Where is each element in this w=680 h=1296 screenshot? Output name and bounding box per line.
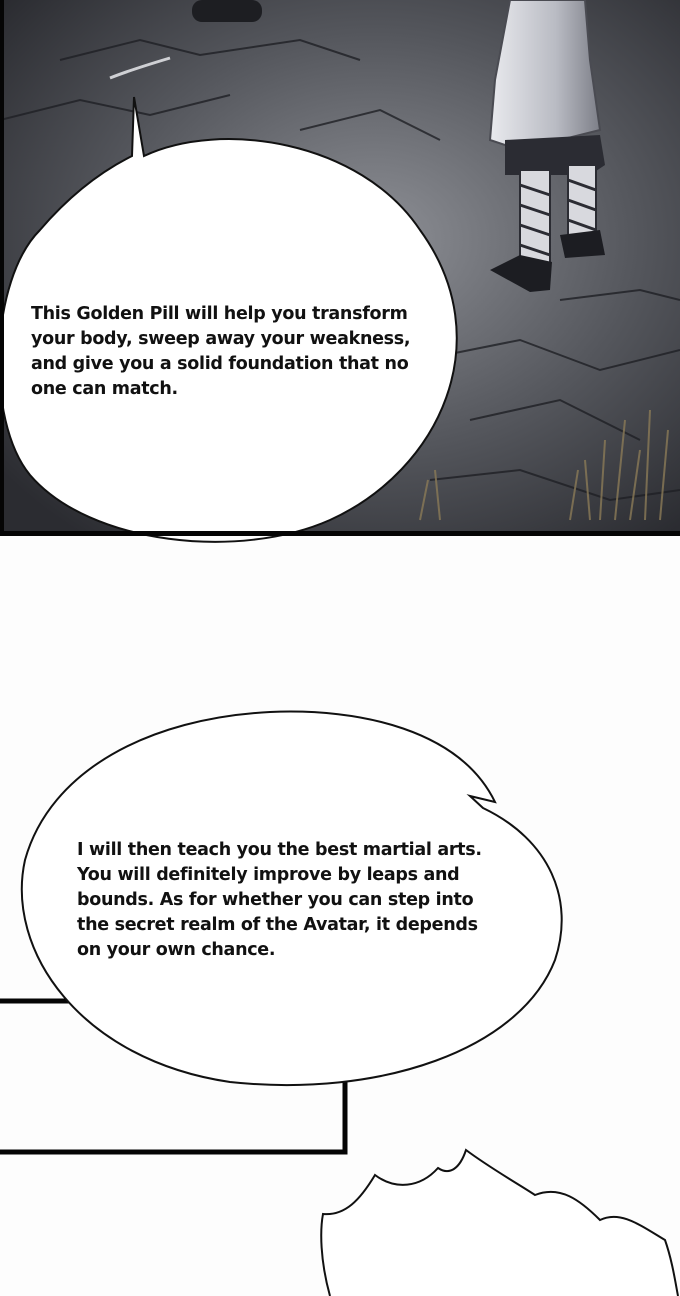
dialogue-line: You will definitely improve by leaps and (77, 865, 460, 885)
dialogue-line: bounds. As for whether you can step into (77, 890, 474, 910)
dialogue-line: This Golden Pill will help you transform (31, 304, 408, 324)
dialogue-line: one can match. (31, 379, 178, 399)
dialogue-line: and give you a solid foundation that no (31, 354, 409, 374)
dialogue-line: on your own chance. (77, 940, 276, 960)
dialogue-line: your body, sweep away your weakness, (31, 329, 411, 349)
night-scene-panel (0, 0, 680, 542)
speech-bubble-3 (321, 1150, 678, 1296)
dialogue-line: the secret realm of the Avatar, it depends (77, 915, 478, 935)
dialogue-line: I will then teach you the best martial arts. (77, 840, 482, 860)
dialogue-golden-pill (31, 302, 451, 402)
dialogue-martial-arts (77, 838, 527, 963)
